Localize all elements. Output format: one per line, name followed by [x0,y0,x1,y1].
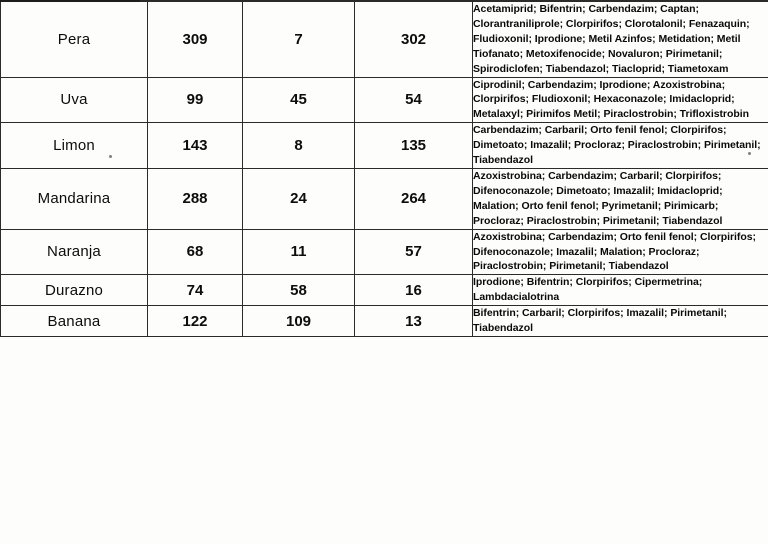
cell-product-name: Durazno [1,275,148,306]
cell-total: 74 [148,275,243,306]
cell-product-name: Limon [1,123,148,169]
cell-col-b: 54 [355,77,473,123]
cell-col-a: 7 [243,1,355,77]
cell-substances: Ciprodinil; Carbendazim; Iprodione; Azoxistrobina; Clorpirifos; Fludioxonil; Hexaconazole; Imidacloprid; Metalaxyl; Pirimifos Metil; Piraclostrobin; Trifloxistrobin [473,77,768,123]
cell-col-b: 57 [355,229,473,275]
cell-substances: Iprodione; Bifentrin; Clorpirifos; Cipermetrina; Lambdacialotrina [473,275,768,306]
cell-substances: Azoxistrobina; Carbendazim; Carbaril; Clorpirifos; Difenoconazole; Dimetoato; Imazalil; Imidacloprid; Malation; Orto fenil fenol; Pyrimetanil; Pirimicarb; Procloraz; Piraclostrobin; Pirimetanil; Tiabendazol [473,168,768,229]
table-row [1,77,768,123]
cell-product-name: Mandarina [1,168,148,229]
cell-product-name: Banana [1,306,148,337]
table-row [1,123,768,169]
cell-substances: Acetamiprid; Bifentrin; Carbendazim; Captan; Clorantraniliprole; Clorpirifos; Clorotalonil; Fenazaquin; Fludioxonil; Iprodione; Metil Azinfos; Metidation; Metil Tiofanato; Metoxifenocide; Novaluron; Pirimetanil; Spirodiclofen; Tiabendazol; Tiacloprid; Tiametoxam [473,1,768,77]
table-row [1,168,768,229]
cell-substances: Azoxistrobina; Carbendazim; Orto fenil fenol; Clorpirifos; Difenoconazole; Imazalil; Malation; Procloraz; Piraclostrobin; Pirimetanil; Tiabendazol [473,229,768,275]
table-row [1,306,768,337]
cell-col-b: 16 [355,275,473,306]
cell-col-b: 135 [355,123,473,169]
cell-col-a: 109 [243,306,355,337]
cell-product-name: Pera [1,1,148,77]
table-row [1,229,768,275]
cell-total: 143 [148,123,243,169]
cell-col-a: 8 [243,123,355,169]
scan-speck [109,155,112,158]
cell-total: 288 [148,168,243,229]
cell-col-b: 13 [355,306,473,337]
cell-col-b: 264 [355,168,473,229]
page-top-edge-artifact [0,0,140,2]
cell-substances: Bifentrin; Carbaril; Clorpirifos; Imazalil; Pirimetanil; Tiabendazol [473,306,768,337]
cell-col-b: 302 [355,1,473,77]
cell-substances: Carbendazim; Carbaril; Orto fenil fenol; Clorpirifos; Dimetoato; Imazalil; Procloraz; Piraclostrobin; Pirimetanil; Tiabendazol [473,123,768,169]
scan-speck [748,152,751,155]
cell-col-a: 45 [243,77,355,123]
cell-col-a: 24 [243,168,355,229]
cell-total: 99 [148,77,243,123]
cell-product-name: Uva [1,77,148,123]
cell-col-a: 58 [243,275,355,306]
cell-col-a: 11 [243,229,355,275]
table-row [1,1,768,77]
cell-total: 309 [148,1,243,77]
table-row [1,275,768,306]
cell-total: 68 [148,229,243,275]
cell-product-name: Naranja [1,229,148,275]
cell-total: 122 [148,306,243,337]
